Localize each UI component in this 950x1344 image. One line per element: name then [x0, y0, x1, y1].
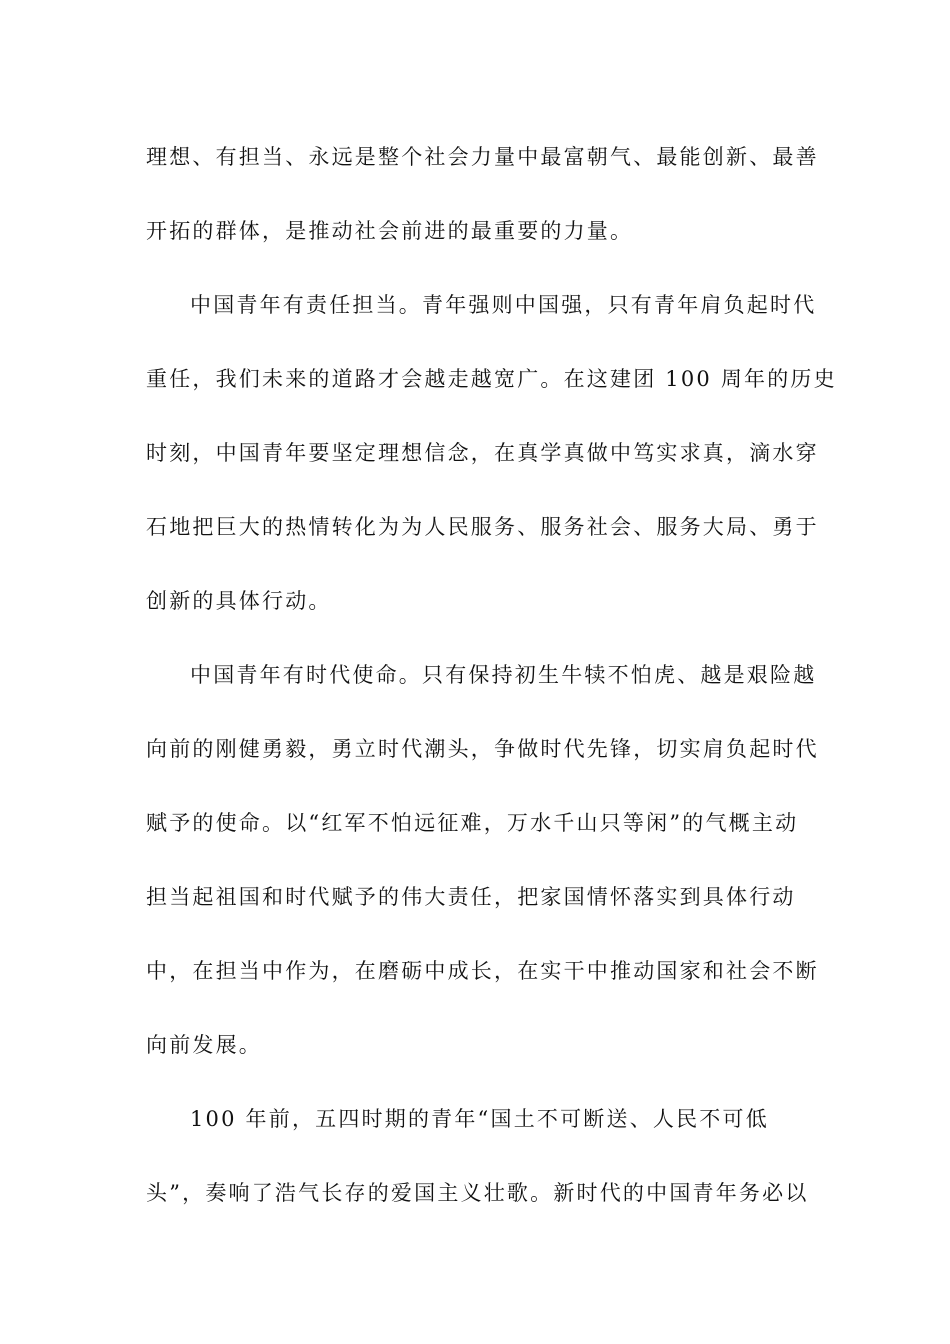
paragraph-line: 重任，我们未来的道路才会越走越宽广。在这建团 100 周年的历史 — [146, 367, 837, 391]
paragraph-line: 石地把巨大的热情转化为为人民服务、服务社会、服务大局、勇于 — [146, 515, 819, 539]
paragraph-line: 头”，奏响了浩气长存的爱国主义壮歌。新时代的中国青年务必以 — [146, 1181, 809, 1205]
paragraph-line: 中国青年有责任担当。青年强则中国强，只有青年肩负起时代 — [190, 293, 817, 317]
paragraph-line: 向前发展。 — [146, 1033, 262, 1057]
paragraph-line: 中国青年有时代使命。只有保持初生牛犊不怕虎、越是艰险越 — [190, 663, 817, 687]
paragraph-line: 时刻，中国青年要坚定理想信念，在真学真做中笃实求真，滴水穿 — [146, 441, 819, 465]
paragraph-line: 创新的具体行动。 — [146, 589, 332, 613]
paragraph-line: 开拓的群体，是推动社会前进的最重要的力量。 — [146, 219, 634, 243]
paragraph-line: 赋予的使命。以“红军不怕远征难，万水千山只等闲”的气概主动 — [146, 811, 799, 835]
paragraph-line: 理想、有担当、永远是整个社会力量中最富朝气、最能创新、最善 — [146, 145, 819, 169]
paragraph-line: 100 年前，五四时期的青年“国土不可断送、人民不可低 — [190, 1107, 769, 1131]
paragraph-line: 担当起祖国和时代赋予的伟大责任，把家国情怀落实到具体行动 — [146, 885, 796, 909]
paragraph-line: 向前的刚健勇毅，勇立时代潮头，争做时代先锋，切实肩负起时代 — [146, 737, 819, 761]
paragraph-line: 中，在担当中作为，在磨砺中成长，在实干中推动国家和社会不断 — [146, 959, 819, 983]
